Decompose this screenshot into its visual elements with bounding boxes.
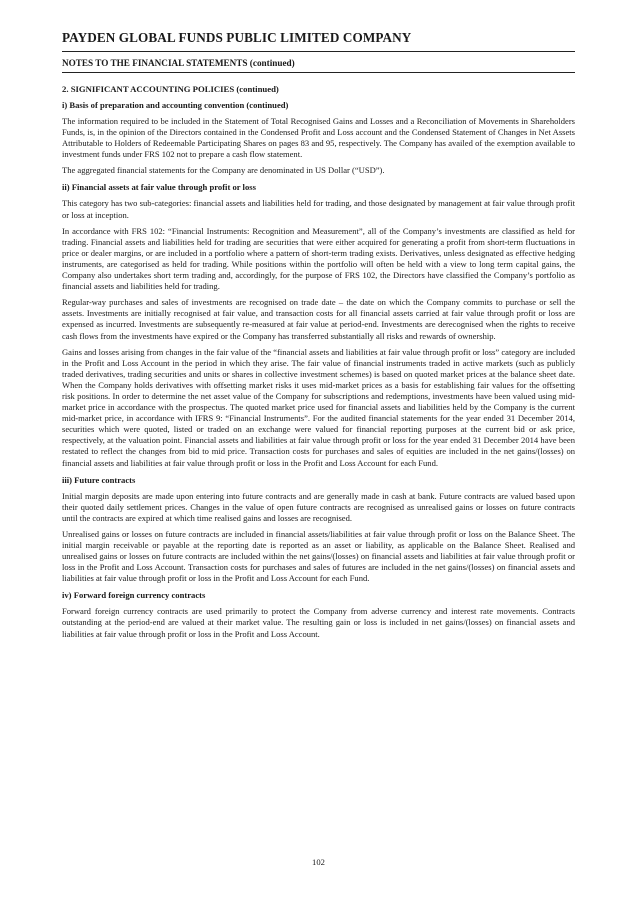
paragraph: Regular-way purchases and sales of investments are recognised on trade date – the date on which the Company commits to purchase or sell the assets. Investments are initially recognised at fair value, and transaction costs for all financial assets carried at fair value through profit or loss are expensed as incurred. Investments are subsequently re-measured at fair value at period-end. Investments are derecognised when the rights to receive cash flows from the investments have expired or the Company has transferred substantially all risks and rewards of ownership. xyxy=(62,297,575,341)
paragraph: Forward foreign currency contracts are used primarily to protect the Company from adverse currency and interest rate movements. Contracts outstanding at the period-end are valued at their market value. The resulting gain or loss is included in net gains/(losses) on financial assets and liabilities at fair value through profit or loss in the Profit and Loss Account. xyxy=(62,606,575,639)
page-number: 102 xyxy=(312,857,325,867)
paragraph: The information required to be included in the Statement of Total Recognised Gains and Losses and a Reconciliation of Movements in Shareholders Funds, is, in the opinion of the Directors contained in the Condensed Profit and Loss account and the Condensed Statement of Changes in Net Assets Attributable to Holders of Redeemable Participating Shares on pages 83 and 95, respectively. The Company has availed of the exemption available to investment funds under FRS 102 not to prepare a cash flow statement. xyxy=(62,116,575,160)
subsection-heading-ii: ii) Financial assets at fair value through profit or loss xyxy=(62,182,256,193)
notes-title: NOTES TO THE FINANCIAL STATEMENTS (continued) xyxy=(62,52,575,73)
paragraph: This category has two sub-categories: financial assets and liabilities held for trading, and those designated by management at fair value through profit or loss at inception. xyxy=(62,198,575,220)
subsection-heading-iv: iv) Forward foreign currency contracts xyxy=(62,590,206,601)
company-name: PAYDEN GLOBAL FUNDS PUBLIC LIMITED COMPANY xyxy=(62,30,575,52)
subsection-heading-iii: iii) Future contracts xyxy=(62,474,136,485)
document-page xyxy=(62,30,575,640)
paragraph: Gains and losses arising from changes in the fair value of the “financial assets and liabilities at fair value through profit or loss” category are included in the Profit and Loss Account in the period in which they arise. The fair value of financial instruments traded in active markets (such as publicly traded derivatives, trading securities and units or shares in collective investment schemes) is based on quoted market prices at the balance sheet date. When the Company holds derivatives with offsetting market risks it uses mid-market prices as a basis for establishing fair values for the offsetting risk positions. In order to determine the net asset value of the Company for subscriptions and redemptions, investments have been valued using mid-market price in accordance with the prospectus. The quoted market price used for financial assets and liabilities held by the Company is the current mid-market price, in accordance with IFRS 9: “Financial Instruments”. For the audited financial statements for the year ended 31 December 2014, securities which were quoted, listed or traded on an exchange were valued for financial reporting purposes at the current bid or ask price, respectively, at the valuation point. Financial assets and liabilities at fair value through profit or loss for the year ended 31 December 2014 have been restated to reflect the changes from bid to mid price. Transaction costs for purchases and sales of equities are included in the net gains/(losses) on financial assets and liabilities at fair value through profit or loss in the Profit and Loss Account for each Fund. xyxy=(62,346,575,468)
paragraph: Unrealised gains or losses on future contracts are included in financial assets/liabilities at fair value through profit or loss on the Balance Sheet. The initial margin receivable or payable at the reporting date is reported as an asset or liability, as applicable on the Balance Sheet. Realised and unrealised gains or losses on future contracts are included within the net gains/(losses) on financial assets and liabilities at fair value through profit or loss in the Profit and Loss Account. Transaction costs for purchases and sales of futures are included in the net gains/(losses) on financial assets and liabilities at fair value through profit or loss in the Profit and Loss Account for each Fund. xyxy=(62,528,575,584)
paragraph: The aggregated financial statements for the Company are denominated in US Dollar (“USD”). xyxy=(62,165,385,176)
subsection-heading-i: i) Basis of preparation and accounting convention (continued) xyxy=(62,100,289,110)
section-heading: 2. SIGNIFICANT ACCOUNTING POLICIES (continued) xyxy=(62,84,279,94)
paragraph: Initial margin deposits are made upon entering into future contracts and are generally made in cash at bank. Future contracts are valued based upon their quoted daily settlement prices. Changes in the value of open future contracts are recognised as unrealised gains or losses on future contracts until the contracts are expired at which time realised gains and losses are recognised. xyxy=(62,490,575,523)
paragraph: In accordance with FRS 102: “Financial Instruments: Recognition and Measurement”, all of the Company’s investments are classified as held for trading. Financial assets and liabilities held for trading are securities that were either acquired for generating a profit from short-term fluctuations in price or dealer margins, or are included in a portfolio where a pattern of short-term trading exists. Derivatives, unless designated as effective hedging instruments, are categorised as held for trading. While positions within the portfolio will often be held with a view to long term capital gains, the Company also undertakes short term trading and, accordingly, for the purpose of FRS 102, the Directors have classified the Company’s portfolio as financial assets and liabilities held for trading. xyxy=(62,225,575,292)
